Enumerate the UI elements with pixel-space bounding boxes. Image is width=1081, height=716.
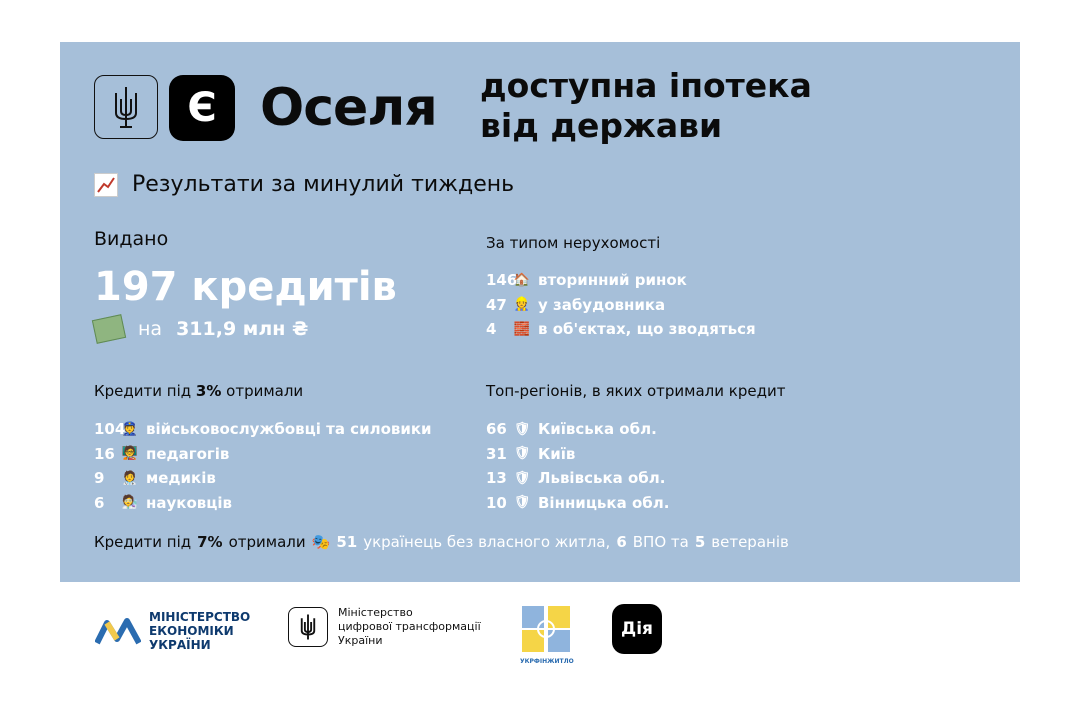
- list-item: [94, 466, 432, 491]
- credits3-suffix: отримали: [226, 382, 304, 400]
- scientist-icon: 🧑‍🔬: [121, 495, 139, 511]
- item-label: Київ: [538, 444, 576, 463]
- list-item: [486, 317, 756, 342]
- logo-text-line: УКРАЇНИ: [149, 638, 211, 652]
- item-label: військовослужбовці та силовики: [146, 420, 432, 439]
- ukrfinzhytlo-mark-icon: [520, 604, 572, 654]
- item-label: в об'єктах, що зводяться: [538, 320, 756, 339]
- ukrfinzhytlo-logo: [520, 604, 574, 665]
- item-count: 4: [486, 320, 497, 339]
- subtitle-text: Результати за минулий тиждень: [132, 172, 515, 197]
- teacher-icon: 🧑‍🏫: [121, 446, 139, 462]
- trident-icon: [288, 607, 328, 647]
- brand-name: Оселя: [260, 78, 437, 138]
- partner-logos: [0, 590, 1081, 680]
- amount-value: 311,9 млн ₴: [176, 318, 309, 340]
- amount-prefix: на: [138, 318, 163, 340]
- construction-worker-icon: 👷: [513, 297, 531, 313]
- house-icon: 🏠: [513, 272, 531, 288]
- item-count: 146: [486, 271, 518, 290]
- infographic-panel: [60, 42, 1020, 582]
- tagline-line-1: доступна іпотека: [480, 66, 812, 105]
- credits3-title: [94, 382, 303, 400]
- by-type-title: За типом нерухомості: [486, 234, 661, 252]
- ministry-economy-text: [149, 610, 250, 652]
- coat-of-arms-logo: [94, 75, 158, 139]
- item-count: 104: [94, 420, 126, 439]
- ministry-digital-logo: [288, 606, 481, 648]
- item-count: 31: [486, 444, 507, 463]
- credits3-prefix: Кредити під: [94, 382, 192, 400]
- list-item: [486, 442, 669, 467]
- credits3-rate: 3%: [195, 382, 222, 400]
- list-item: [94, 442, 432, 467]
- list-item: [486, 293, 756, 318]
- credits7-rate: 7%: [197, 533, 223, 551]
- logo-text-line: МІНІСТЕРСТВО: [149, 610, 251, 624]
- region-coat-of-arms-icon: 🛡: [513, 495, 531, 511]
- logo-text-line: цифрової трансформації: [338, 620, 481, 633]
- tagline-line-2: від держави: [480, 106, 723, 145]
- ukrfinzhytlo-text: УКРФІНЖИТЛО: [520, 658, 574, 665]
- credits7-count-1: 51: [336, 533, 358, 551]
- credits7-text-1: українець без власного житла,: [363, 533, 611, 551]
- logo-text-line: ЕКОНОМІКИ: [149, 624, 234, 638]
- credits3-list: [94, 417, 432, 515]
- ministry-digital-text: [338, 606, 481, 648]
- diia-logo-text: Дія: [621, 619, 653, 639]
- top-regions-list: [486, 417, 669, 515]
- issued-count: 197 кредитів: [94, 264, 397, 310]
- issued-label: Видано: [94, 228, 169, 250]
- logo-text-line: Міністерство: [338, 606, 413, 619]
- brick-icon: 🧱: [513, 321, 531, 337]
- credits7-text-3: ветеранів: [711, 533, 789, 551]
- chart-increasing-icon: [94, 173, 118, 197]
- item-count: 47: [486, 295, 507, 314]
- by-type-list: [486, 268, 756, 342]
- logo-text-line: України: [338, 634, 383, 647]
- credits7-count-3: 5: [694, 533, 706, 551]
- health-worker-icon: 🧑‍⚕️: [121, 470, 139, 486]
- item-label: у забудовника: [538, 295, 666, 314]
- police-officer-icon: 👮: [121, 421, 139, 437]
- credits7-text-2: ВПО та: [632, 533, 689, 551]
- item-label: Вінницька обл.: [538, 493, 670, 512]
- item-count: 66: [486, 420, 507, 439]
- item-count: 13: [486, 469, 507, 488]
- item-label: вторинний ринок: [538, 271, 687, 290]
- credits7-suffix: отримали: [228, 533, 306, 551]
- issued-amount: [94, 317, 308, 341]
- item-count: 16: [94, 444, 115, 463]
- item-label: науковців: [146, 493, 232, 512]
- diia-logo: [612, 604, 662, 654]
- credits7-count-2: 6: [616, 533, 627, 551]
- city-coat-of-arms-icon: 🛡: [513, 446, 531, 462]
- item-label: педагогів: [146, 444, 230, 463]
- item-label: медиків: [146, 469, 216, 488]
- region-coat-of-arms-icon: 🛡: [513, 421, 531, 437]
- list-item: [94, 417, 432, 442]
- ministry-economy-mark-icon: [95, 613, 141, 649]
- credits7-line: [94, 533, 789, 551]
- list-item: [94, 491, 432, 516]
- trident-icon: [110, 85, 142, 129]
- item-count: 6: [94, 493, 105, 512]
- list-item: [486, 491, 669, 516]
- item-count: 9: [94, 469, 105, 488]
- subtitle: [94, 172, 514, 197]
- ministry-economy-logo: [95, 610, 250, 652]
- money-icon: [92, 314, 126, 344]
- brand-letter-logo: [169, 75, 235, 141]
- top-regions-title: Топ-регіонів, в яких отримали кредит: [486, 382, 786, 400]
- item-label: Київська обл.: [538, 420, 657, 439]
- brand-letter: Є: [187, 85, 217, 131]
- list-item: [486, 268, 756, 293]
- list-item: [486, 417, 669, 442]
- credits7-prefix: Кредити під: [94, 533, 192, 551]
- region-coat-of-arms-icon: 🛡: [513, 470, 531, 486]
- tagline: [480, 66, 860, 146]
- performing-arts-icon: 🎭: [311, 533, 331, 551]
- item-label: Львівська обл.: [538, 469, 666, 488]
- item-count: 10: [486, 493, 507, 512]
- list-item: [486, 466, 669, 491]
